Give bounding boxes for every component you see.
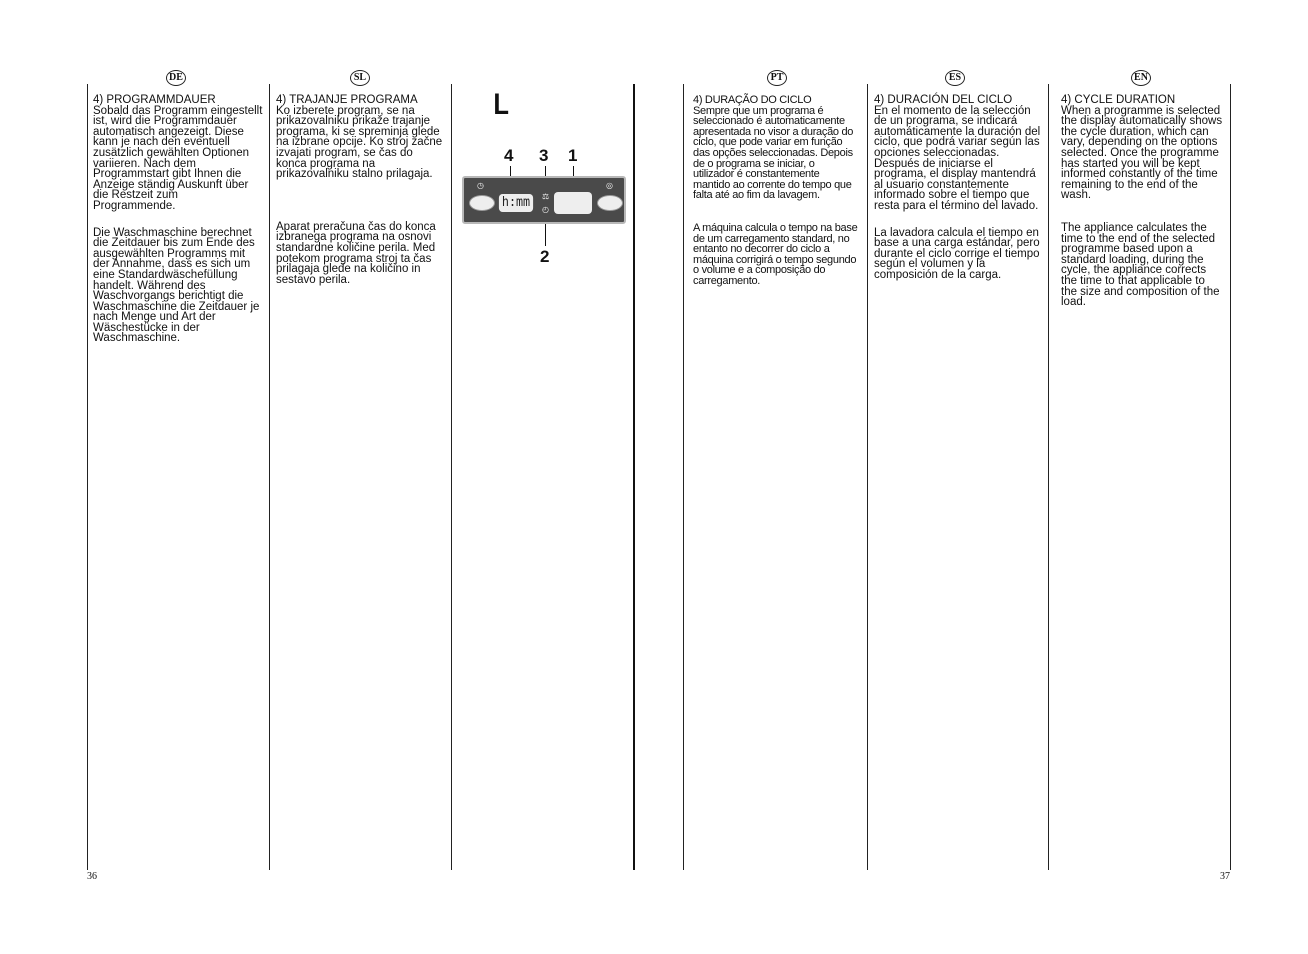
page-number-right: 37: [1220, 871, 1230, 882]
paragraph: Sobald das Programm eingestellt ist, wird die Programmdauer automatisch angezeigt. Diese kann je nach den eventuell zusätzlich gewählten Optionen variieren. Nach dem Programmstart gibt Ihnen die Anzeige ständig Auskunft über die Restzeit zum Programmende.: [93, 104, 263, 212]
paragraph: When a programme is selected the display automatically shows the cycle duration, which can vary, depending on the options selected. Once the programme has started you will be kept informed constantly of the time remaining to the end of the wash.: [1061, 104, 1223, 202]
column-divider: [683, 84, 684, 870]
paragraph: Die Waschmaschine berechnet die Zeitdauer bis zum Ende des ausgewählten Programms mit der Annahme, dass es sich um eine Standardwäschefüllung handelt. Während des Waschvorgangs berichtigt die Waschmaschine die Zeitdauer je nach Menge und Art der Wäschestücke in der Waschmaschine.: [93, 226, 260, 345]
right-button[interactable]: [597, 195, 623, 211]
column-divider: [1230, 84, 1231, 870]
callout-number: 4: [504, 146, 514, 165]
callout-number: 1: [568, 146, 578, 165]
paragraph: The appliance calculates the time to the end of the selected programme based upon a standard loading, during the cycle, the appliance corrects the time to that applicable to the size and composition of the load.: [1061, 221, 1220, 309]
time-display: h:mm: [499, 194, 533, 212]
section-heading: 4) DURAÇÃO DO CICLO: [693, 94, 812, 106]
paragraph: La lavadora calcula el tiempo en base a una carga estándar, pero durante el ciclo corrige el tiempo según el volumen y la composición de la carga.: [874, 226, 1040, 281]
weight-icon: ⚖: [542, 192, 550, 201]
column-es: [874, 95, 1042, 281]
paragraph: A máquina calcula o tempo na base de um carregamento standard, no entanto no decorrer do ciclo a máquina corrigirá o tempo segundo o volume e a composição do carregamento.: [693, 221, 858, 287]
clock-icon: ◷: [477, 181, 484, 190]
language-badge-pt: PT: [767, 70, 787, 86]
left-button[interactable]: [469, 195, 495, 211]
column-divider: [867, 84, 868, 870]
spin-icon: ◎: [606, 181, 613, 190]
callout-number: 3: [539, 146, 549, 165]
section-heading: 4) CYCLE DURATION: [1061, 94, 1176, 106]
section-heading: 4) TRAJANJE PROGRAMA: [276, 94, 418, 106]
language-badge-sl: SL: [350, 70, 370, 86]
column-en: [1061, 95, 1223, 308]
timer-icon: ◴: [542, 205, 549, 214]
paragraph: Sempre que um programa é seleccionado é automaticamente apresentada no visor a duração do ciclo, que pode variar em função das opções seleccionadas. Depois de o programa se iniciar, o utilizador é constantemente mantido ao corrente do tempo que falta até ao fim da lavagem.: [693, 104, 854, 202]
paragraph: Aparat preračuna čas do konca izbranega programa na osnovi standardne količine perila. Med potekom programa stroj ta čas prilagaja glede na količino in sestavo perila.: [276, 220, 436, 286]
column-divider: [633, 84, 635, 870]
callout-number: 2: [540, 247, 550, 266]
language-badge-de: DE: [166, 70, 186, 86]
column-divider: [269, 84, 270, 870]
language-badge-es: ES: [945, 70, 965, 86]
page-number-left: 36: [87, 871, 97, 882]
column-divider: [451, 84, 452, 870]
column-de: [93, 95, 263, 344]
paragraph: Ko izberete program, se na prikazovalniku prikaže trajanje programa, ki se spreminja glede na izbrane opcije. Ko stroj začne izvajati program, se čas do konca programa na prikazovalniku stalno prilagaja.: [276, 104, 443, 181]
section-heading: 4) DURACIÓN DEL CICLO: [874, 94, 1013, 106]
column-divider: [87, 84, 88, 870]
paragraph: En el momento de la selección de un programa, se indicará automáticamente la duración del ciclo, que podrá variar según las opciones seleccionadas. Después de iniciarse el programa, el display mantendrá al usuario constantemente informado sobre el tiempo que resta para el término del lavado.: [874, 104, 1041, 212]
column-divider: [1048, 84, 1049, 870]
figure-label: L: [493, 88, 509, 121]
display-button[interactable]: [554, 192, 592, 214]
language-badge-en: EN: [1131, 70, 1151, 86]
section-heading: 4) PROGRAMMDAUER: [93, 94, 216, 106]
column-sl: [276, 95, 446, 285]
control-panel: [462, 176, 626, 224]
column-pt: [693, 95, 858, 287]
